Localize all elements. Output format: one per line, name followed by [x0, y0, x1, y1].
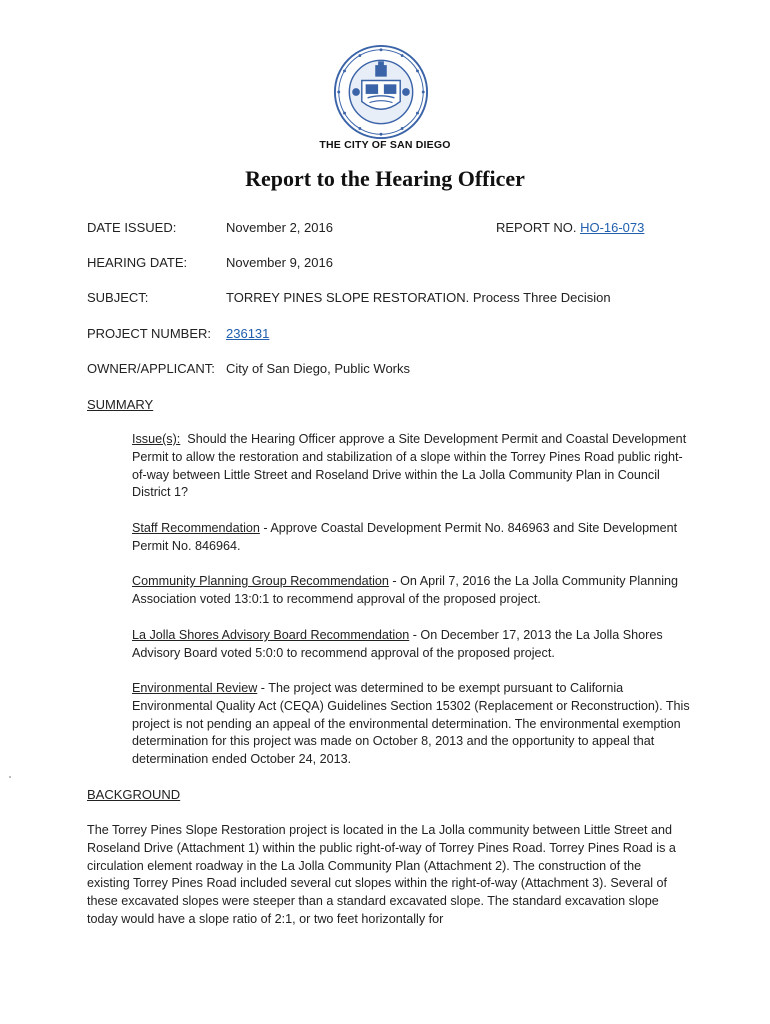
issue-paragraph	[132, 431, 692, 502]
shores-text: - On December 17, 2013 the La Jolla Shores Advisory Board voted 5:0:0 to recommend approval of the proposed project.	[132, 628, 663, 660]
report-number	[496, 220, 644, 236]
owner-value: City of San Diego, Public Works	[226, 361, 410, 376]
project-number-link[interactable]: 236131	[226, 326, 270, 341]
issue-text: Should the Hearing Officer approve a Site Development Permit and Coastal Development Permit to allow the restoration and stabilization of a slope within the Torrey Pines Road public right-of-way between Little Street and Roseland Drive within the La Jolla Community Plan in Council District 1?	[132, 432, 687, 500]
subject-label: SUBJECT:	[87, 290, 149, 305]
margin-mark	[9, 776, 11, 778]
background-heading: BACKGROUND	[87, 787, 181, 802]
issue-lead: Issue(s):	[132, 432, 181, 446]
report-number-link[interactable]: HO-16-073	[580, 220, 645, 235]
date-issued-label: DATE ISSUED:	[87, 220, 177, 235]
staff-recommendation-paragraph	[132, 520, 692, 556]
shores-recommendation-paragraph	[132, 627, 692, 663]
staff-text: - Approve Coastal Development Permit No. 846963 and Site Development Permit No. 846964.	[132, 521, 678, 553]
background-paragraph: The Torrey Pines Slope Restoration project is located in the La Jolla community between Little Street and Roseland Drive (Attachment 1) within the public right-of-way of Torrey Pines Road. Torrey Pines Road is a circulation element roadway in the La Jolla Community Plan (Attachment 2). The construction of the existing Torrey Pines Road included several cut slopes within the right-of-way (Attachment 3). Several of these excavated slopes were steeper than a standard excavated slope. The standard excavation slope today would have a slope ratio of 2:1, or two feet horizontally for	[87, 823, 676, 926]
hearing-date-label: HEARING DATE:	[87, 255, 188, 270]
project-number-label: PROJECT NUMBER:	[87, 326, 211, 341]
environmental-lead: Environmental Review	[132, 681, 258, 695]
city-seal-icon	[333, 44, 429, 140]
owner-label: OWNER/APPLICANT:	[87, 361, 215, 376]
environmental-text: - The project was determined to be exempt pursuant to California Environmental Quality Act (CEQA) Guidelines Section 15302 (Replacement or Reconstruction). This project is not pending an appeal of the environmental determination. The environmental exemption determination for this project was made on October 8, 2013 and the opportunity to appeal that determination ended October 24, 2013.	[132, 681, 690, 767]
community-recommendation-paragraph	[132, 573, 692, 609]
community-text: - On April 7, 2016 the La Jolla Community Planning Association voted 13:0:1 to recommend approval of the proposed project.	[132, 574, 679, 606]
hearing-date-value: November 9, 2016	[226, 255, 333, 270]
date-issued-value: November 2, 2016	[226, 220, 333, 235]
staff-lead: Staff Recommendation	[132, 521, 260, 535]
city-name: THE CITY OF SAN DIEGO	[319, 139, 451, 151]
subject-value: TORREY PINES SLOPE RESTORATION. Process Three Decision	[226, 290, 611, 305]
environmental-review-paragraph	[132, 680, 692, 769]
report-title: Report to the Hearing Officer	[245, 166, 525, 191]
shores-lead: La Jolla Shores Advisory Board Recommendation	[132, 628, 410, 642]
summary-heading: SUMMARY	[87, 397, 154, 412]
report-number-label: REPORT NO.	[496, 220, 577, 235]
community-lead: Community Planning Group Recommendation	[132, 574, 389, 588]
